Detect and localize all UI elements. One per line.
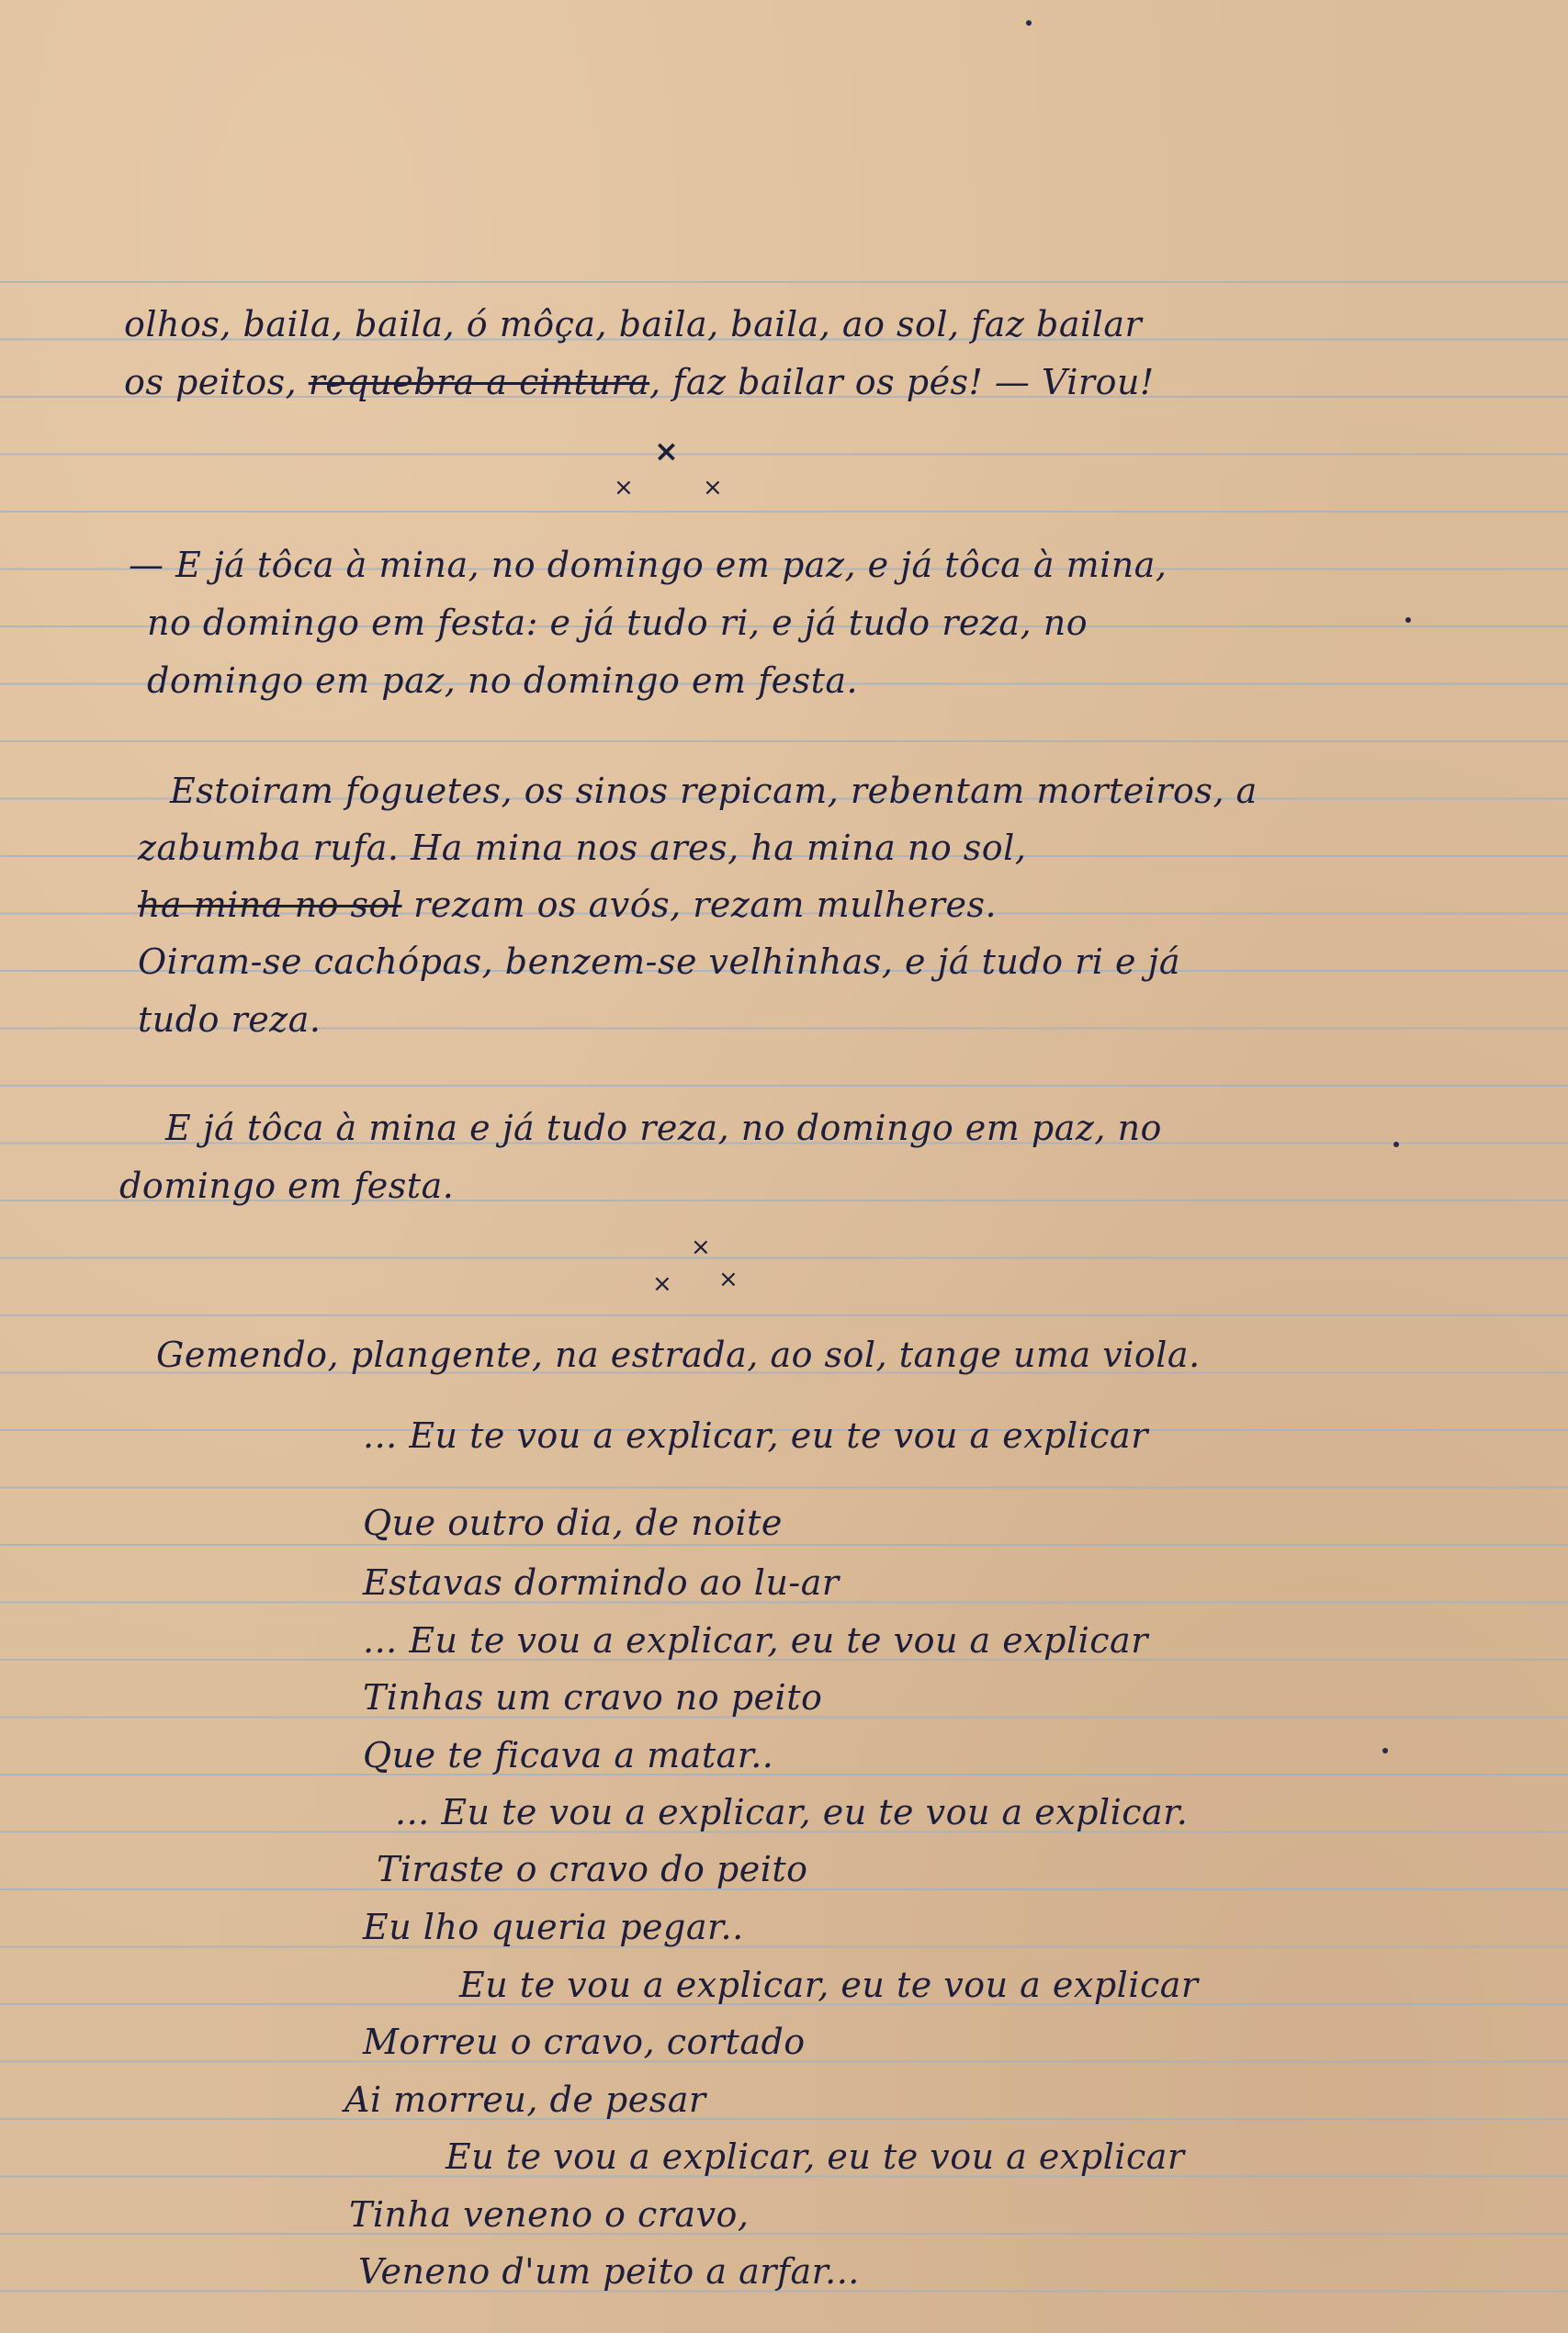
verse-line: Que outro dia, de noite	[363, 1503, 783, 1543]
manuscript-line: Oiram-se cachópas, benzem-se velhinhas, e já tudo ri e já	[138, 941, 1181, 982]
verse-line: ... Eu te vou a explicar, eu te vou a explicar	[363, 1620, 1148, 1661]
section-divider-mark: ×	[652, 1270, 672, 1298]
manuscript-line	[138, 884, 997, 926]
ink-dot	[1393, 1142, 1399, 1147]
verse-line: Veneno d'um peito a arfar...	[358, 2251, 860, 2292]
manuscript-line: domingo em festa.	[119, 1166, 455, 1206]
section-divider-mark: ×	[718, 1266, 739, 1293]
line-text: , faz bailar os pés! — Virou!	[649, 362, 1155, 402]
manuscript-line: Gemendo, plangente, na estrada, ao sol, tange uma viola.	[156, 1335, 1201, 1375]
manuscript-line: no domingo em festa: e já tudo ri, e já tudo reza, no	[147, 603, 1089, 643]
manuscript-line: zabumba rufa. Ha mina nos ares, ha mina no sol,	[138, 828, 1027, 868]
manuscript-line	[124, 361, 1155, 403]
ink-dot	[1026, 20, 1032, 26]
section-divider-mark: ×	[703, 474, 723, 502]
ink-dot	[1382, 1748, 1388, 1753]
struck-text: ha mina no sol	[138, 885, 402, 925]
verse-line: Eu te vou a explicar, eu te vou a explicar	[459, 1965, 1199, 2005]
verse-line: Eu te vou a explicar, eu te vou a explicar	[446, 2136, 1185, 2177]
manuscript-line: olhos, baila, baila, ó môça, baila, baila, ao sol, faz bailar	[124, 304, 1143, 344]
section-divider-mark: ×	[614, 474, 634, 502]
section-divider-mark: ×	[691, 1234, 711, 1261]
verse-line: ... Eu te vou a explicar, eu te vou a explicar.	[395, 1792, 1189, 1832]
line-text: os peitos,	[124, 362, 298, 402]
ink-dot	[1405, 617, 1411, 623]
verse-line: Morreu o cravo, cortado	[363, 2022, 806, 2062]
verse-line: Tinha veneno o cravo,	[349, 2194, 750, 2235]
verse-line: Eu lho queria pegar..	[363, 1907, 744, 1947]
verse-line: Ai morreu, de pesar	[344, 2079, 706, 2120]
verse-line: Que te ficava a matar..	[363, 1735, 774, 1775]
struck-text: requebra a cintura	[308, 362, 650, 402]
verse-line: Tiraste o cravo do peito	[377, 1849, 808, 1889]
manuscript-line: domingo em paz, no domingo em festa.	[147, 660, 859, 701]
manuscript-line: E já tôca à mina e já tudo reza, no domingo em paz, no	[165, 1108, 1162, 1148]
verse-line: Tinhas um cravo no peito	[363, 1677, 823, 1718]
section-divider-mark: ×	[654, 434, 679, 468]
manuscript-line: tudo reza.	[138, 999, 321, 1040]
manuscript-line: Estoiram foguetes, os sinos repicam, rebentam morteiros, a	[170, 771, 1258, 811]
manuscript-line: — E já tôca à mina, no domingo em paz, e já tôca à mina,	[129, 545, 1168, 585]
verse-line: ... Eu te vou a explicar, eu te vou a explicar	[363, 1415, 1148, 1456]
verse-line: Estavas dormindo ao lu-ar	[363, 1562, 840, 1603]
line-text: rezam os avós, rezam mulheres.	[413, 885, 998, 925]
